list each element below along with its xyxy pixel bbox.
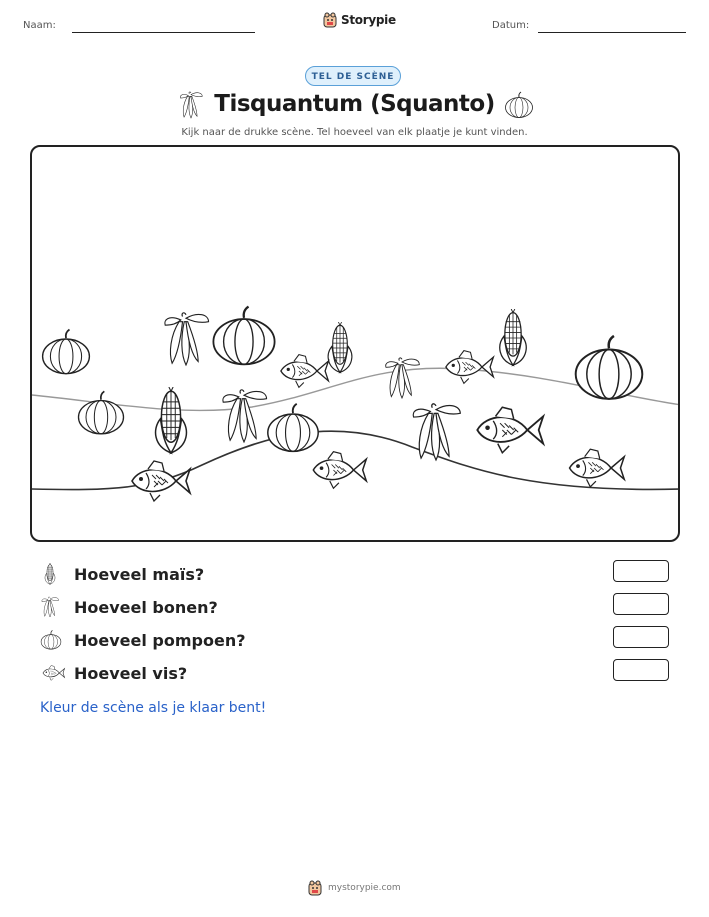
pumpkin-icon — [576, 336, 643, 399]
scene-illustration — [32, 147, 680, 542]
pumpkin-icon — [268, 404, 318, 452]
corn-icon — [500, 309, 526, 365]
fish-icon — [281, 355, 328, 388]
question-label: Hoeveel bonen? — [74, 597, 218, 617]
storypie-logo-icon — [323, 12, 337, 28]
fish-icon — [446, 351, 493, 384]
page-subtitle: Kijk naar de drukke scène. Tel hoeveel van elk plaatje je kunt vinden. — [181, 127, 528, 138]
name-label: Naam: — [23, 20, 56, 31]
question-label: Hoeveel maïs? — [74, 564, 205, 584]
question-fish — [40, 661, 187, 685]
counting-scene[interactable] — [30, 145, 680, 542]
activity-badge: TEL DE SCÈNE — [305, 66, 401, 86]
question-label: Hoeveel pompoen? — [74, 630, 246, 650]
question-corn — [40, 562, 204, 586]
beans-icon — [165, 313, 209, 365]
beans-icon — [40, 596, 60, 618]
pumpkin-icon — [213, 307, 274, 365]
beans-icon — [223, 390, 267, 442]
beans-icon — [413, 404, 460, 460]
beans-icon — [386, 358, 420, 398]
storypie-brand — [323, 12, 396, 28]
pumpkin-icon — [40, 629, 62, 651]
answer-box-fish[interactable] — [613, 659, 669, 681]
answer-box-pumpkin[interactable] — [613, 626, 669, 648]
brand-name: Storypie — [341, 13, 396, 27]
corn-icon — [156, 387, 187, 453]
pumpkin-icon — [504, 90, 534, 120]
date-label: Datum: — [492, 20, 530, 31]
coloring-instruction: Kleur de scène als je klaar bent! — [40, 700, 267, 716]
fish-icon — [313, 452, 366, 489]
question-beans — [40, 595, 218, 619]
corn-icon — [328, 322, 352, 372]
fish-icon — [570, 449, 625, 487]
answer-box-beans[interactable] — [613, 593, 669, 615]
page-title: Tisquantum (Squanto) — [214, 91, 495, 117]
question-label: Hoeveel vis? — [74, 663, 188, 683]
fish-icon — [477, 407, 543, 452]
pumpkin-icon — [79, 391, 124, 434]
question-pumpkin — [40, 628, 246, 652]
fish-icon — [40, 664, 66, 682]
storypie-logo-icon — [308, 880, 322, 896]
footer-url[interactable]: mystorypie.com — [328, 883, 401, 893]
pumpkin-icon — [43, 329, 90, 373]
footer — [308, 880, 401, 896]
corn-icon — [40, 563, 60, 585]
answer-box-corn[interactable] — [613, 560, 669, 582]
name-line[interactable] — [72, 32, 255, 33]
date-line[interactable] — [538, 32, 686, 33]
fish-icon — [132, 461, 190, 501]
